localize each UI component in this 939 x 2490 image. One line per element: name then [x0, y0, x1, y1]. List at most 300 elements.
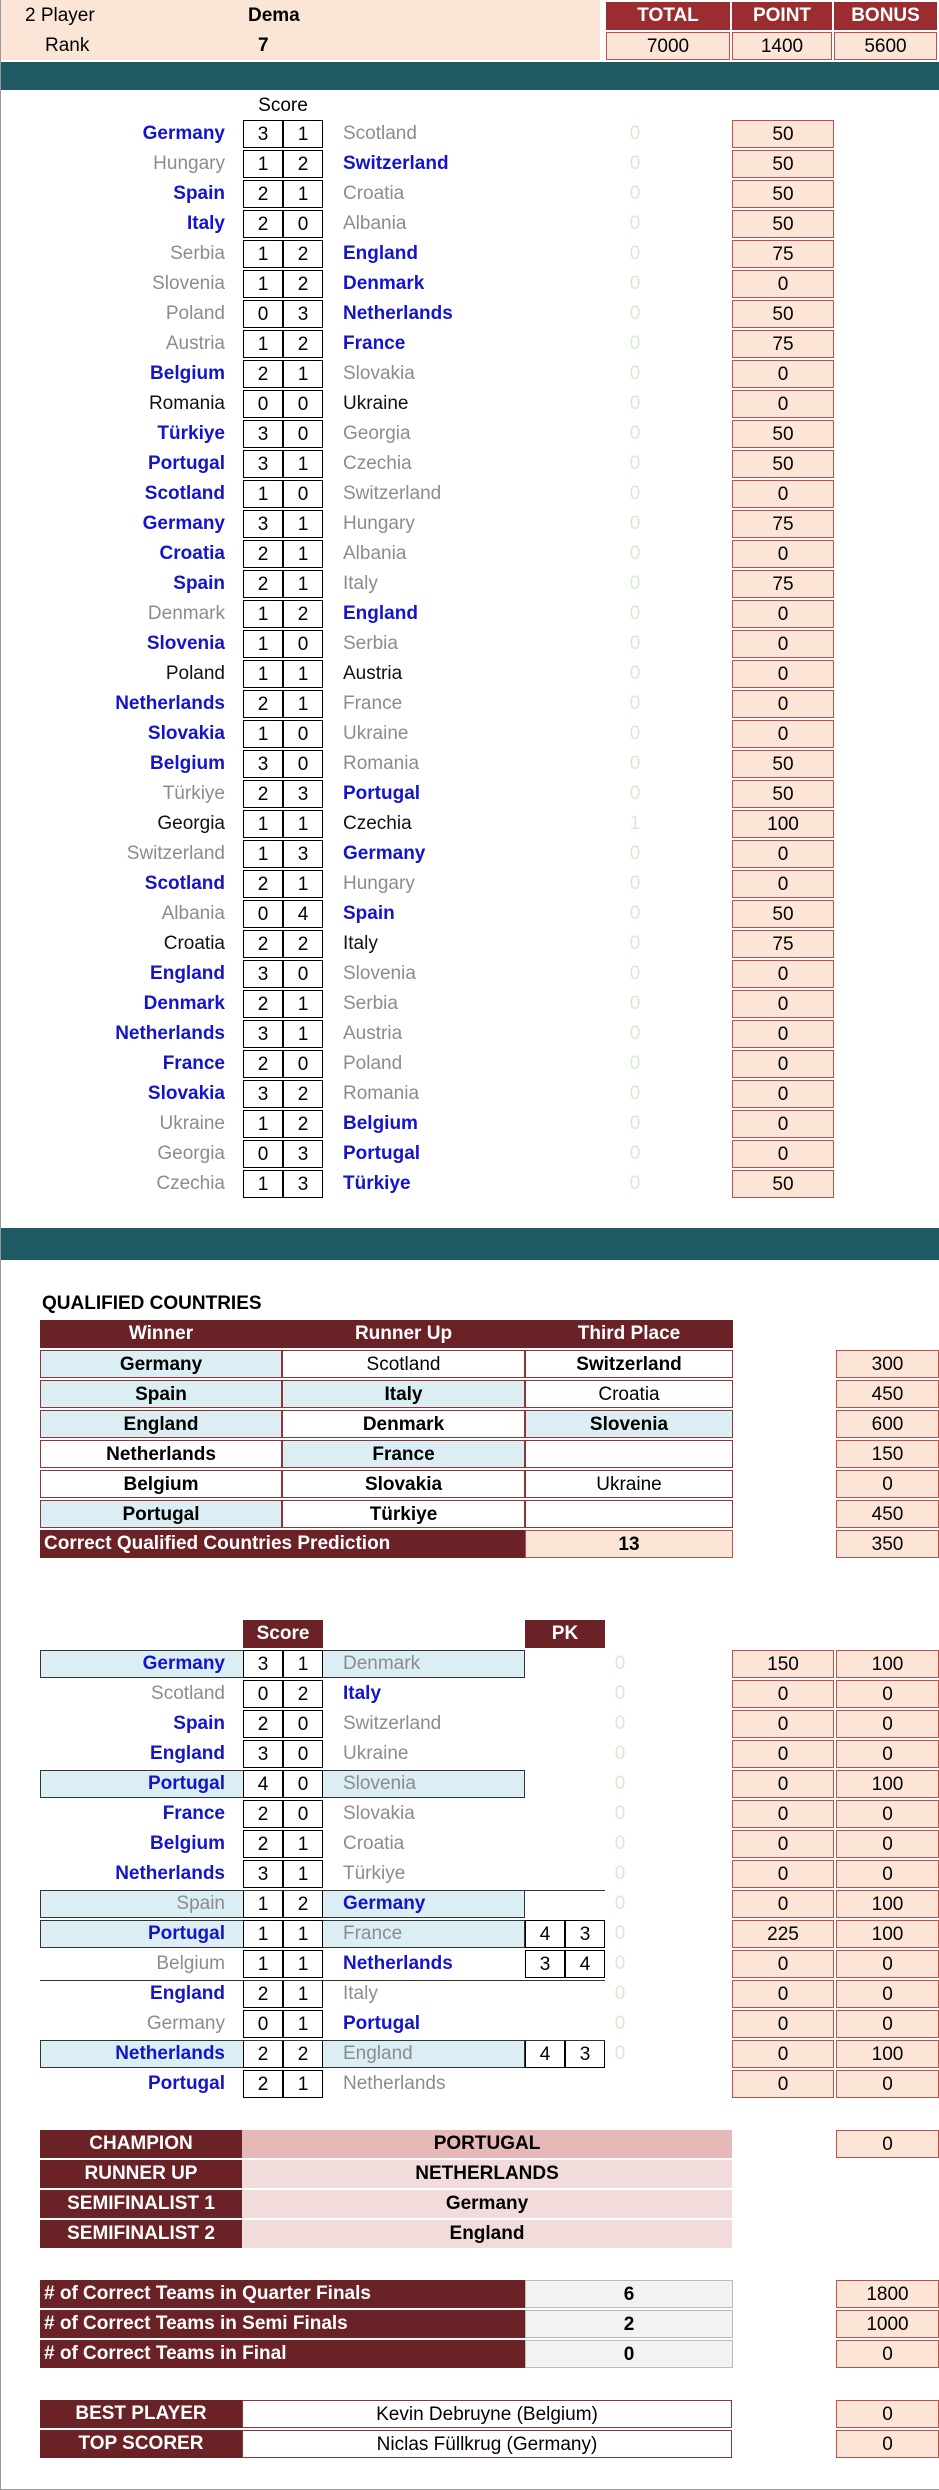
award-value[interactable]: Kevin Debruyne (Belgium): [242, 2400, 732, 2428]
group-home-score[interactable]: 1: [243, 720, 283, 748]
group-result-flag: 0: [629, 543, 641, 564]
correct-qualified-label: Correct Qualified Countries Prediction: [40, 1530, 525, 1558]
group-away-team: Hungary: [343, 873, 415, 894]
group-away-score[interactable]: 4: [283, 900, 323, 928]
knockout-home-score[interactable]: 2: [243, 1980, 283, 2008]
group-match-points: 0: [732, 540, 834, 568]
group-away-score[interactable]: 1: [283, 990, 323, 1018]
group-home-team: Portugal: [147, 453, 225, 474]
group-home-score[interactable]: 2: [243, 540, 283, 568]
group-home-score[interactable]: 2: [243, 570, 283, 598]
group-away-score[interactable]: 3: [283, 1140, 323, 1168]
knockout-home-score[interactable]: 2: [243, 1830, 283, 1858]
group-result-flag: 0: [629, 753, 641, 774]
group-away-score[interactable]: 3: [283, 840, 323, 868]
knockout-home-score[interactable]: 4: [243, 1770, 283, 1798]
group-away-score[interactable]: 1: [283, 810, 323, 838]
group-result-flag: 0: [629, 723, 641, 744]
knockout-home-team: Spain: [176, 1893, 225, 1914]
correct-teams-points: 0: [836, 2340, 939, 2368]
group-home-score[interactable]: 1: [243, 810, 283, 838]
knockout-home-score[interactable]: 1: [243, 1920, 283, 1948]
group-home-score[interactable]: 1: [243, 660, 283, 688]
group-home-score[interactable]: 2: [243, 180, 283, 208]
group-match-points: 50: [732, 450, 834, 478]
knockout-away-team: Slovenia: [343, 1773, 416, 1794]
knockout-away-team: Germany: [343, 1893, 426, 1914]
knockout-away-team: Türkiye: [343, 1863, 406, 1884]
group-home-score[interactable]: 0: [243, 300, 283, 328]
knockout-result-flag: 0: [614, 1863, 626, 1884]
group-home-score[interactable]: 1: [243, 240, 283, 268]
correct-teams-value: 0: [525, 2340, 733, 2368]
knockout-away-team: Italy: [343, 1983, 378, 2004]
group-home-team: Croatia: [159, 543, 225, 564]
qualified-points: 150: [836, 1440, 939, 1468]
group-away-score[interactable]: 2: [283, 1080, 323, 1108]
group-home-team: Czechia: [156, 1173, 225, 1194]
group-away-team: England: [343, 243, 418, 264]
winner-header: Winner: [40, 1320, 282, 1348]
group-home-team: Netherlands: [115, 1023, 225, 1044]
group-away-score[interactable]: 0: [283, 420, 323, 448]
group-away-score[interactable]: 1: [283, 450, 323, 478]
knockout-home-score[interactable]: 1: [243, 1890, 283, 1918]
group-home-team: Georgia: [157, 1143, 225, 1164]
qualified-third-place: Croatia: [525, 1380, 733, 1408]
group-away-score[interactable]: 1: [283, 1020, 323, 1048]
knockout-points: 0: [732, 1740, 834, 1768]
group-away-score[interactable]: 1: [283, 540, 323, 568]
group-home-score[interactable]: 2: [243, 930, 283, 958]
group-home-score[interactable]: 2: [243, 780, 283, 808]
finals-value: NETHERLANDS: [242, 2160, 732, 2188]
group-result-flag: 0: [629, 183, 641, 204]
group-away-score[interactable]: 1: [283, 570, 323, 598]
knockout-away-score[interactable]: 1: [283, 1980, 323, 2008]
group-result-flag: 0: [629, 1173, 641, 1194]
group-away-team: Scotland: [343, 123, 417, 144]
knockout-away-score[interactable]: 2: [283, 1680, 323, 1708]
qualified-runner-up: Italy: [282, 1380, 525, 1408]
group-away-team: Italy: [343, 573, 378, 594]
group-home-team: Scotland: [144, 873, 225, 894]
knockout-bonus: 0: [836, 2070, 939, 2098]
group-home-team: Slovakia: [147, 1083, 225, 1104]
group-match-points: 50: [732, 150, 834, 178]
knockout-home-score[interactable]: 2: [243, 2070, 283, 2098]
correct-teams-points: 1000: [836, 2310, 939, 2338]
group-away-score[interactable]: 1: [283, 510, 323, 538]
total-header: TOTAL: [606, 2, 730, 30]
group-home-score[interactable]: 3: [243, 1080, 283, 1108]
group-away-score[interactable]: 2: [283, 930, 323, 958]
finals-label: RUNNER UP: [40, 2160, 242, 2188]
group-away-score[interactable]: 1: [283, 660, 323, 688]
group-away-score[interactable]: 0: [283, 1050, 323, 1078]
knockout-points: 0: [732, 1680, 834, 1708]
group-home-team: Germany: [142, 513, 225, 534]
group-home-score[interactable]: 2: [243, 210, 283, 238]
group-match-points: 0: [732, 1080, 834, 1108]
group-away-score[interactable]: 2: [283, 150, 323, 178]
group-home-team: Romania: [148, 393, 225, 414]
group-result-flag: 0: [629, 993, 641, 1014]
group-match-points: 0: [732, 1050, 834, 1078]
knockout-bonus: 0: [836, 1740, 939, 1768]
group-match-points: 100: [732, 810, 834, 838]
qualified-winner: Belgium: [40, 1470, 282, 1498]
knockout-away-score[interactable]: 1: [283, 1860, 323, 1888]
knockout-home-score[interactable]: 0: [243, 1680, 283, 1708]
group-home-score[interactable]: 3: [243, 960, 283, 988]
knockout-bonus: 100: [836, 1650, 939, 1678]
group-home-score[interactable]: 3: [243, 420, 283, 448]
group-home-score[interactable]: 1: [243, 150, 283, 178]
group-home-team: Slovenia: [152, 273, 225, 294]
knockout-pk-away[interactable]: 4: [565, 1950, 605, 1978]
group-home-score[interactable]: 3: [243, 510, 283, 538]
knockout-bonus: 0: [836, 1800, 939, 1828]
knockout-points: 0: [732, 2070, 834, 2098]
group-away-score[interactable]: 1: [283, 120, 323, 148]
group-match-points: 75: [732, 240, 834, 268]
group-home-score[interactable]: 1: [243, 330, 283, 358]
group-result-flag: 0: [629, 303, 641, 324]
group-away-score[interactable]: 2: [283, 1110, 323, 1138]
group-home-team: Poland: [165, 663, 225, 684]
group-away-score[interactable]: 0: [283, 390, 323, 418]
finals-label: SEMIFINALIST 2: [40, 2220, 242, 2248]
champion-points: 0: [836, 2130, 939, 2158]
group-away-score[interactable]: 2: [283, 270, 323, 298]
group-home-score[interactable]: 2: [243, 360, 283, 388]
group-result-flag: 0: [629, 393, 641, 414]
group-match-points: 75: [732, 510, 834, 538]
group-away-score[interactable]: 0: [283, 630, 323, 658]
group-home-score[interactable]: 2: [243, 990, 283, 1018]
group-home-score[interactable]: 3: [243, 750, 283, 778]
qualified-third-place: Switzerland: [525, 1350, 733, 1378]
group-away-team: Slovakia: [343, 363, 415, 384]
group-match-points: 0: [732, 720, 834, 748]
group-match-points: 0: [732, 660, 834, 688]
knockout-away-score[interactable]: 2: [283, 2040, 323, 2068]
group-away-team: Albania: [343, 543, 407, 564]
group-home-team: Türkiye: [157, 423, 225, 444]
qualified-winner: Portugal: [40, 1500, 282, 1528]
group-away-score[interactable]: 1: [283, 690, 323, 718]
group-match-points: 50: [732, 780, 834, 808]
group-away-score[interactable]: 0: [283, 960, 323, 988]
knockout-away-team: France: [343, 1923, 403, 1944]
knockout-bonus: 0: [836, 1680, 939, 1708]
knockout-away-team: Denmark: [343, 1653, 421, 1674]
knockout-away-score[interactable]: 1: [283, 2010, 323, 2038]
knockout-home-score[interactable]: 0: [243, 2010, 283, 2038]
group-match-points: 0: [732, 870, 834, 898]
group-match-points: 0: [732, 600, 834, 628]
qualified-points: 450: [836, 1500, 939, 1528]
knockout-away-score[interactable]: 0: [283, 1740, 323, 1768]
group-away-team: Portugal: [343, 783, 421, 804]
knockout-home-team: Germany: [146, 2013, 225, 2034]
group-match-points: 0: [732, 1110, 834, 1138]
group-away-score[interactable]: 2: [283, 240, 323, 268]
knockout-pk-away[interactable]: 3: [565, 2040, 605, 2068]
group-away-team: Slovenia: [343, 963, 416, 984]
player-name: Dema: [248, 5, 300, 26]
group-away-score[interactable]: 1: [283, 870, 323, 898]
correct-teams-label: # of Correct Teams in Semi Finals: [40, 2310, 525, 2338]
group-result-flag: 0: [629, 213, 641, 234]
group-home-score[interactable]: 1: [243, 840, 283, 868]
group-home-score[interactable]: 1: [243, 270, 283, 298]
point-header: POINT: [732, 2, 832, 30]
third-place-header: Third Place: [525, 1320, 733, 1348]
knockout-points: 0: [732, 1710, 834, 1738]
group-home-score[interactable]: 2: [243, 690, 283, 718]
group-result-flag: 0: [629, 633, 641, 654]
knockout-home-team: Belgium: [156, 1953, 225, 1974]
group-home-score[interactable]: 1: [243, 480, 283, 508]
group-away-team: Spain: [343, 903, 395, 924]
group-away-score[interactable]: 1: [283, 360, 323, 388]
qualified-winner: Germany: [40, 1350, 282, 1378]
knockout-away-score[interactable]: 0: [283, 1770, 323, 1798]
group-result-flag: 0: [629, 513, 641, 534]
knockout-bonus: 100: [836, 1770, 939, 1798]
group-match-points: 0: [732, 360, 834, 388]
correct-qualified-value: 13: [525, 1530, 733, 1558]
correct-teams-label: # of Correct Teams in Quarter Finals: [40, 2280, 525, 2308]
knockout-result-flag: [605, 2070, 635, 2098]
group-result-flag: 0: [629, 603, 641, 624]
section-divider-top: [0, 62, 939, 90]
knockout-pk-away[interactable]: 3: [565, 1920, 605, 1948]
knockout-result-flag: 0: [614, 1653, 626, 1674]
group-match-points: 0: [732, 1020, 834, 1048]
group-home-score[interactable]: 0: [243, 1140, 283, 1168]
knockout-away-team: England: [343, 2043, 413, 2064]
knockout-result-flag: 0: [614, 1953, 626, 1974]
qualified-third-place: Ukraine: [525, 1470, 733, 1498]
group-home-score[interactable]: 1: [243, 600, 283, 628]
group-home-team: Hungary: [153, 153, 225, 174]
knockout-round-separator: [40, 2040, 605, 2041]
group-result-flag: 0: [629, 1023, 641, 1044]
group-away-score[interactable]: 1: [283, 180, 323, 208]
point-value: 1400: [732, 32, 832, 60]
group-match-points: 75: [732, 930, 834, 958]
group-away-score[interactable]: 3: [283, 300, 323, 328]
knockout-home-score[interactable]: 3: [243, 1860, 283, 1888]
group-home-team: England: [150, 963, 225, 984]
award-label: TOP SCORER: [40, 2430, 242, 2458]
qualified-title: QUALIFIED COUNTRIES: [42, 1293, 262, 1314]
group-result-flag: 0: [629, 123, 641, 144]
group-result-flag: 0: [629, 1113, 641, 1134]
qualified-runner-up: Türkiye: [282, 1500, 525, 1528]
group-match-points: 0: [732, 840, 834, 868]
group-away-team: Switzerland: [343, 153, 449, 174]
group-home-score[interactable]: 2: [243, 1050, 283, 1078]
left-border: [0, 0, 1, 2490]
knockout-home-score[interactable]: 3: [243, 1740, 283, 1768]
group-home-score[interactable]: 0: [243, 900, 283, 928]
knockout-home-score[interactable]: 3: [243, 1650, 283, 1678]
knockout-home-score[interactable]: 1: [243, 1950, 283, 1978]
knockout-away-score[interactable]: 1: [283, 1950, 323, 1978]
group-home-score[interactable]: 3: [243, 450, 283, 478]
knockout-away-team: Netherlands: [343, 1953, 453, 1974]
group-home-score[interactable]: 2: [243, 870, 283, 898]
finals-value: England: [242, 2220, 732, 2248]
group-away-team: Romania: [343, 753, 420, 774]
qualified-points: 450: [836, 1380, 939, 1408]
group-away-team: Serbia: [343, 993, 398, 1014]
group-away-score[interactable]: 0: [283, 720, 323, 748]
group-away-score[interactable]: 0: [283, 750, 323, 778]
group-away-team: Portugal: [343, 1143, 421, 1164]
qualified-third-place: [525, 1440, 733, 1468]
group-home-score[interactable]: 0: [243, 390, 283, 418]
group-match-points: 50: [732, 750, 834, 778]
knockout-away-score[interactable]: 1: [283, 2070, 323, 2098]
award-points: 0: [836, 2400, 939, 2428]
group-match-points: 0: [732, 690, 834, 718]
finals-value: PORTUGAL: [242, 2130, 732, 2158]
knockout-away-team: Italy: [343, 1683, 382, 1704]
group-home-team: Netherlands: [115, 693, 225, 714]
group-home-team: Scotland: [144, 483, 225, 504]
correct-teams-value: 6: [525, 2280, 733, 2308]
group-match-points: 50: [732, 420, 834, 448]
group-match-points: 75: [732, 570, 834, 598]
group-home-score[interactable]: 1: [243, 1110, 283, 1138]
knockout-home-team: Belgium: [150, 1833, 225, 1854]
knockout-away-score[interactable]: 1: [283, 1920, 323, 1948]
group-result-flag: 0: [629, 243, 641, 264]
group-result-flag: 0: [629, 573, 641, 594]
knockout-away-score[interactable]: 2: [283, 1890, 323, 1918]
knockout-bonus: 0: [836, 2010, 939, 2038]
knockout-bonus: 100: [836, 1890, 939, 1918]
group-home-team: Spain: [173, 573, 225, 594]
knockout-home-score[interactable]: 2: [243, 1800, 283, 1828]
knockout-bonus: 0: [836, 1950, 939, 1978]
group-match-points: 0: [732, 270, 834, 298]
group-away-score[interactable]: 0: [283, 480, 323, 508]
group-result-flag: 0: [629, 333, 641, 354]
group-result-flag: 0: [629, 693, 641, 714]
group-away-team: Czechia: [343, 453, 412, 474]
knockout-pk-home[interactable]: 3: [525, 1950, 565, 1978]
group-match-points: 50: [732, 1170, 834, 1198]
pk-label: PK: [525, 1620, 605, 1648]
knockout-home-team: France: [162, 1803, 225, 1824]
knockout-bonus: 100: [836, 2040, 939, 2068]
knockout-result-flag: 0: [614, 1893, 626, 1914]
award-value[interactable]: Niclas Füllkrug (Germany): [242, 2430, 732, 2458]
group-match-points: 0: [732, 630, 834, 658]
knockout-result-flag: 0: [614, 1713, 626, 1734]
group-away-team: Germany: [343, 843, 426, 864]
group-home-team: Albania: [161, 903, 225, 924]
group-match-points: 0: [732, 390, 834, 418]
group-away-score[interactable]: 0: [283, 210, 323, 238]
group-home-team: Italy: [186, 213, 225, 234]
knockout-round-separator: [40, 1890, 605, 1891]
group-result-flag: 0: [629, 843, 641, 864]
knockout-pk-home[interactable]: 4: [525, 2040, 565, 2068]
group-home-score[interactable]: 1: [243, 1170, 283, 1198]
knockout-home-team: Portugal: [147, 2073, 225, 2094]
group-away-team: Türkiye: [343, 1173, 411, 1194]
group-away-score[interactable]: 3: [283, 780, 323, 808]
qualified-points: 300: [836, 1350, 939, 1378]
group-away-team: Romania: [343, 1083, 420, 1104]
group-result-flag: 0: [629, 903, 641, 924]
knockout-result-flag: 0: [614, 1773, 626, 1794]
group-away-team: France: [343, 693, 403, 714]
group-away-team: Austria: [343, 1023, 403, 1044]
group-home-score[interactable]: 3: [243, 120, 283, 148]
knockout-home-team: Netherlands: [115, 1863, 225, 1884]
knockout-points: 0: [732, 1860, 834, 1888]
knockout-home-team: Scotland: [151, 1683, 225, 1704]
group-result-flag: 0: [629, 963, 641, 984]
group-result-flag: 0: [629, 1083, 641, 1104]
knockout-away-score[interactable]: 1: [283, 1650, 323, 1678]
award-points: 0: [836, 2430, 939, 2458]
group-result-flag: 1: [629, 813, 641, 834]
knockout-pk-home[interactable]: 4: [525, 1920, 565, 1948]
knockout-home-team: Spain: [173, 1713, 225, 1734]
group-match-points: 50: [732, 180, 834, 208]
group-result-flag: 0: [629, 783, 641, 804]
knockout-bonus: 0: [836, 1860, 939, 1888]
group-home-team: Austria: [165, 333, 225, 354]
group-home-team: Türkiye: [162, 783, 225, 804]
group-away-score[interactable]: 3: [283, 1170, 323, 1198]
knockout-away-team: Portugal: [343, 2013, 421, 2034]
group-home-team: Switzerland: [126, 843, 225, 864]
knockout-away-score[interactable]: 1: [283, 1830, 323, 1858]
group-away-score[interactable]: 2: [283, 600, 323, 628]
knockout-result-flag: 0: [614, 1923, 626, 1944]
rank-label: Rank: [45, 35, 90, 56]
knockout-home-score[interactable]: 2: [243, 1710, 283, 1738]
group-away-score[interactable]: 2: [283, 330, 323, 358]
bonus-header: BONUS: [834, 2, 937, 30]
finals-label: SEMIFINALIST 1: [40, 2190, 242, 2218]
group-home-score[interactable]: 1: [243, 630, 283, 658]
knockout-away-score[interactable]: 0: [283, 1800, 323, 1828]
group-home-team: Germany: [142, 123, 225, 144]
group-home-team: Belgium: [150, 753, 225, 774]
knockout-away-score[interactable]: 0: [283, 1710, 323, 1738]
knockout-bonus: 100: [836, 1920, 939, 1948]
group-away-team: Czechia: [343, 813, 412, 834]
rank-value: 7: [258, 35, 269, 56]
group-home-team: Slovenia: [146, 633, 225, 654]
group-home-team: Belgium: [150, 363, 225, 384]
group-home-score[interactable]: 3: [243, 1020, 283, 1048]
knockout-home-score[interactable]: 2: [243, 2040, 283, 2068]
group-result-flag: 0: [629, 933, 641, 954]
knockout-bonus: 0: [836, 1710, 939, 1738]
